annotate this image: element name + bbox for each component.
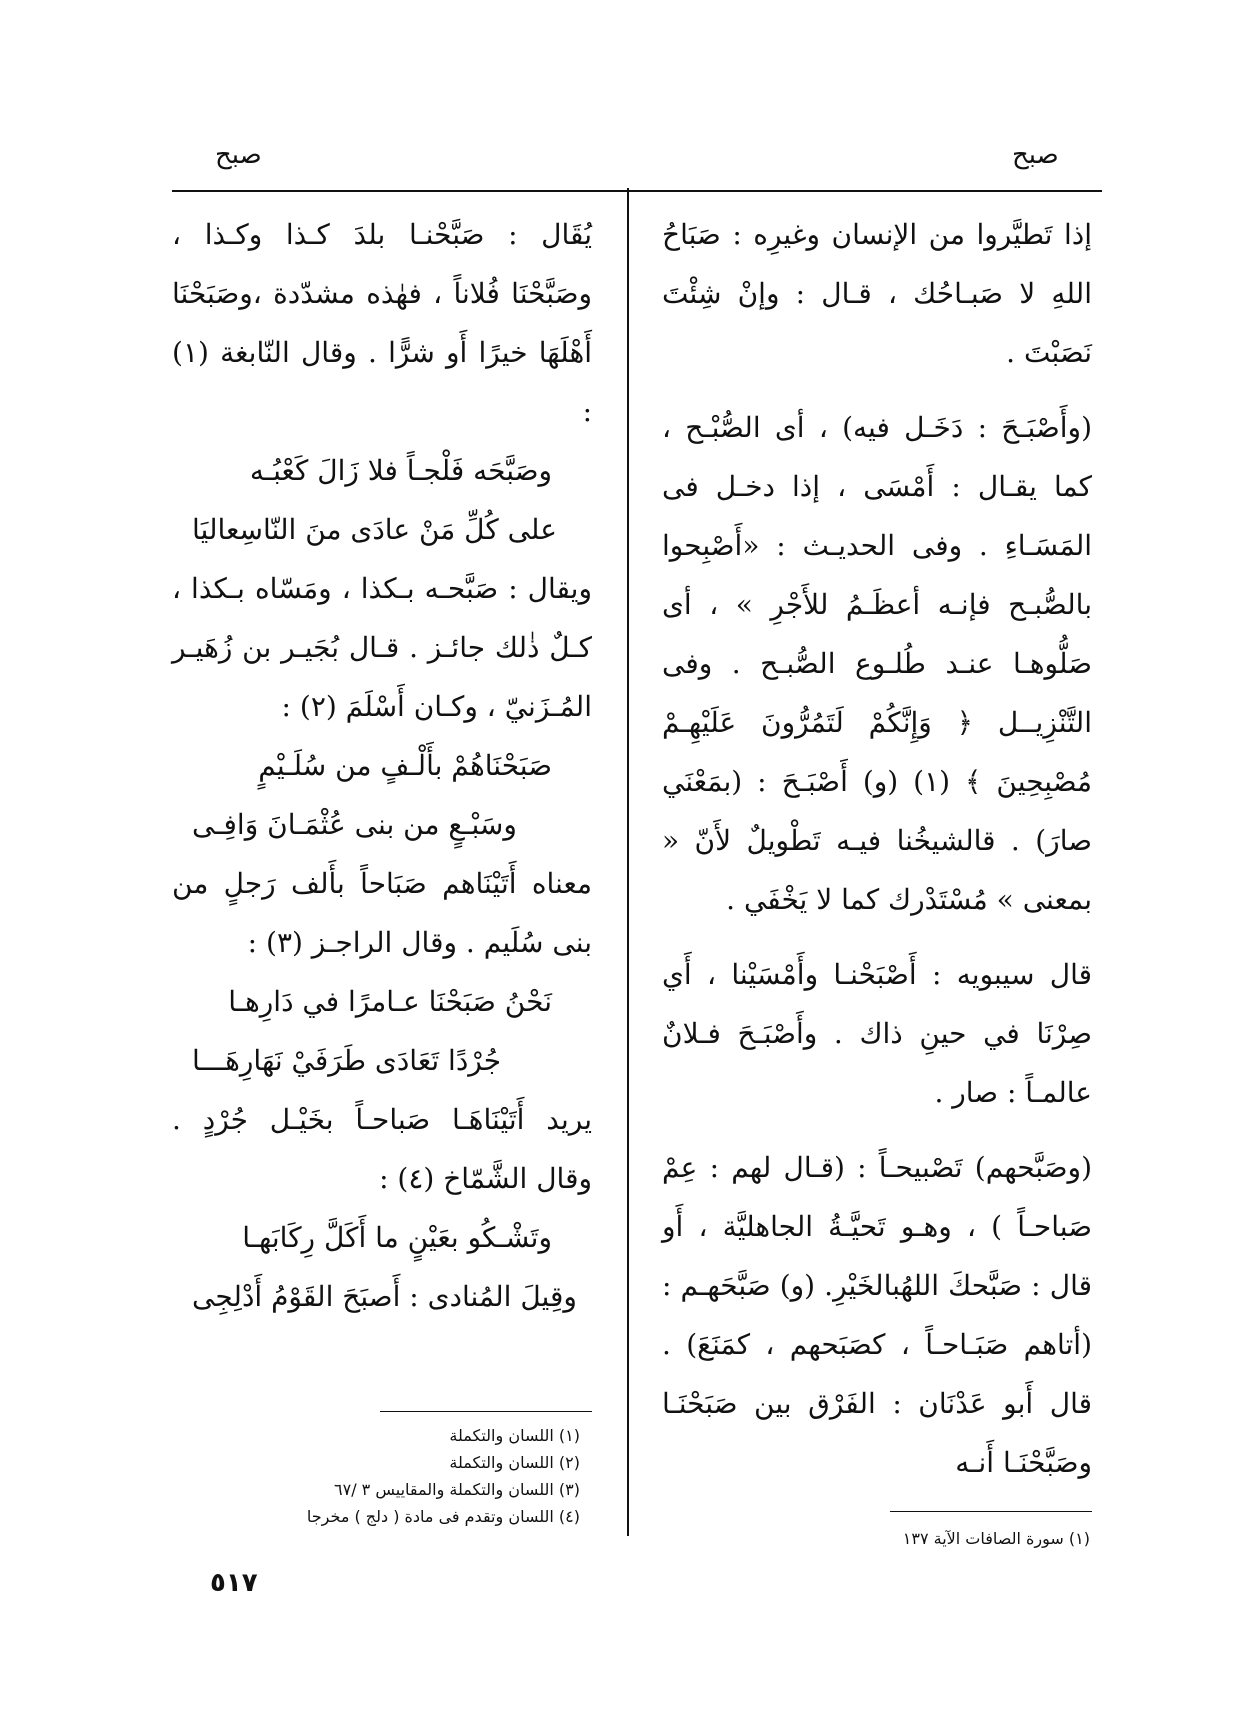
left-paragraph-4: يريد أَتَيْنَاهَـا صَباحـاً بخَيْـل جُرْدٍ . وقال الشَّمّاخ (٤) : [172, 1103, 592, 1195]
column-divider [627, 188, 629, 1536]
verse-2-first-half: صَبَحْنَاهُمْ بأَلْـفٍ من سُلَـيْمٍ [258, 749, 552, 782]
footnote-left-2: (٢) اللسان والتكملة [449, 1453, 580, 1472]
verse-3-first-half: نَحْنُ صَبَحْنَا عـامرًا في دَارِهـا [228, 985, 552, 1018]
right-paragraph-3: قال سيبويه : أَصْبَحْنـا وأَمْسَيْنا ، أَي صِرْنَا في حينِ ذاك . وأَصْبَـحَ فـلانٌ عالمـاً : صار . [662, 958, 1092, 1109]
header-left-word: صبح [215, 140, 262, 170]
page-number: ٥١٧ [210, 1568, 258, 1598]
verse-3-second-half: جُرْدًا تَعَادَى طَرَفَيْ نَهَارِهَـــا [192, 1044, 502, 1077]
right-paragraph-2: (وأَصْبَـحَ : دَخَـل فيه) ، أى الصُّبْـح ، كما يقـال : أَمْسَى ، إذا دخـل فى المَسَـاءِ . وفى الحديـث : «أَصْبِحوا بالصُّبـح فإنـه أعظَـمُ للأَجْرِ » ، أى صَلُّوهـا عنـد طُلـوع الصُّبـح . وفى التَّنْزِيــل ﴿ وَإِنَّكُمْ لَتَمُرُّونَ عَلَيْهِـمْ مُصْبِحِينَ ﴾ (١) (و) أَصْبَـحَ : (بمَعْنَي صارَ) . قالشيخُنا فيـه تَطْويلٌ لأَنّ « بمعنى » مُسْتَدْرك كما لا يَخْفَي . [662, 411, 1092, 916]
right-paragraph-1: إذا تَطيَّروا من الإنسان وغيرِه : صَبَاحُ اللهِ لا صَبـاحُك ، قـال : وإنْ شِئْتَ نَصَبْتَ . [662, 218, 1092, 369]
left-paragraph-1: يُقَال : صَبَّحْنـا بلدَ كـذا وكـذا ، وصَبَّحْنَا فُلاناً ، فهٰذه مشدّدة ،وصَبَحْنَا أَهْلَهَا خيرًا أَو شرًّا . وقال النّابغة (١) : [172, 218, 592, 428]
verse-1-second-half: على كُلِّ مَنْ عادَى منَ النّاسِعاليَا [192, 513, 557, 546]
right-column [662, 205, 1092, 1492]
left-paragraph-3: معناه أَتَيْنَاهم صَبَاحاً بأَلف رَجلٍ من بنى سُلَيم . وقال الراجـز (٣) : [172, 867, 592, 959]
right-paragraph-4: (وصَبَّحهم) تَصْبيحـاً : (قـال لهم : عِمْ صَباحـاً ) ، وهـو تَحيَّـةُ الجاهليَّة ، أَو قال : صَبَّحكَ اللهُبالخَيْرِ. (و) صَبَّحَهـم : (أتاهم صَبَـاحـاً ، كصَبَحهم ، كمَنَعَ) . قال أَبو عَدْنَان : الفَرْق بين صَبَحْنَـا وصَبَّحْنَـا أَنـه [662, 1151, 1092, 1479]
verse-4-second-half: وقِيلَ المُنادى : أَصبَحَ القَوْمُ أَدْلِجِى [192, 1280, 577, 1313]
verse-4-first-half: وتَشْـكُو بعَيْنٍ ما أَكَلَّ رِكَابَهـا [242, 1221, 552, 1254]
left-column [172, 205, 592, 1326]
footnote-right-1: (١) سورة الصافات الآية ١٣٧ [902, 1529, 1090, 1548]
footnote-left-3: (٣) اللسان والتكملة والمقاييس ٣ /٦٧ [334, 1480, 580, 1499]
footnote-left-1: (١) اللسان والتكملة [449, 1426, 580, 1445]
header-rule [172, 190, 1102, 192]
footnote-rule-right [890, 1511, 1092, 1512]
verse-2-second-half: وسَبْـعٍ من بنى عُثْمَـانَ وَافِـى [192, 808, 517, 841]
footnote-rule-left [380, 1411, 592, 1412]
footnote-left-4: (٤) اللسان وتقدم فى مادة ( دلج ) مخرجا [306, 1507, 580, 1526]
footnotes-right [760, 1525, 1090, 1552]
footnotes-left [260, 1422, 580, 1530]
verse-1-first-half: وصَبَّحَه فَلْجـاً فلا زَالَ كَعْبُـه [249, 454, 552, 487]
header-right-word: صبح [1012, 140, 1059, 170]
left-paragraph-2: ويقال : صَبَّحـه بـكذا ، ومَسّاه بـكذا ، كـلٌ ذٰلك جائـز . قـال بُجَيـر بن زُهَيـر المُـزَنيّ ، وكـان أَسْلَمَ (٢) : [172, 572, 592, 723]
